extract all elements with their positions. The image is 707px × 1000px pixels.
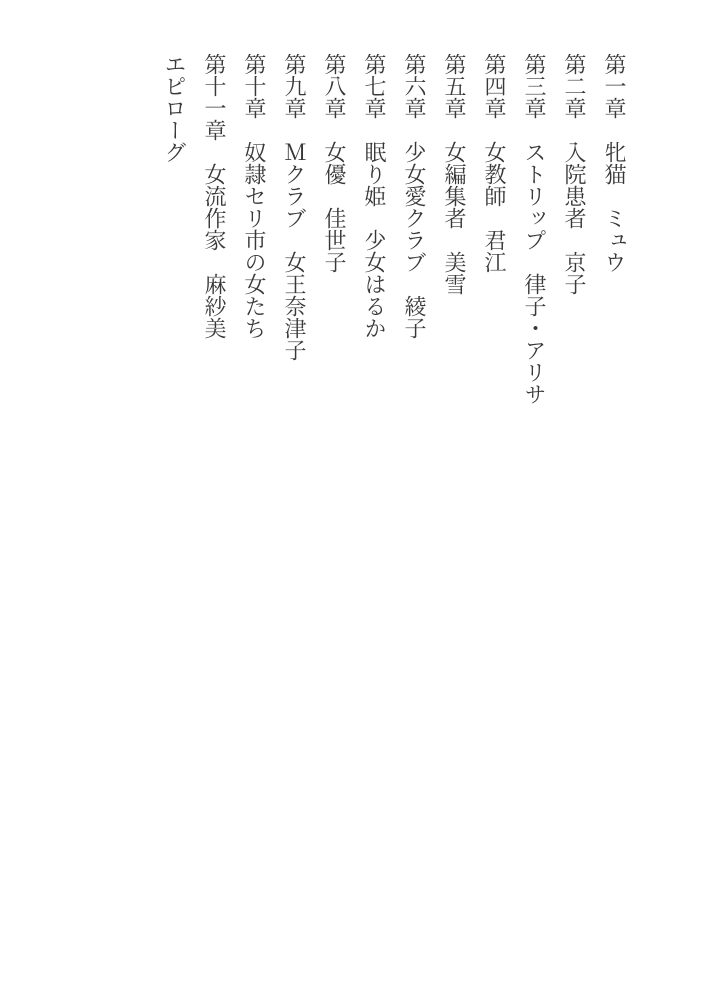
- toc-entry: 第六章 少女愛クラブ 綾子: [402, 53, 427, 339]
- toc-entry: 第九章 Ｍクラブ 女王奈津子: [282, 53, 307, 361]
- toc-entry: 第一章 牝猫 ミュウ: [602, 53, 627, 273]
- toc-entry: 第十一章 女流作家 麻紗美: [202, 53, 227, 339]
- toc-entry: 第五章 女編集者 美雪: [442, 53, 467, 295]
- toc-entry: 第十章 奴隷セリ市の女たち: [242, 53, 267, 339]
- toc-entry: 第八章 女優 佳世子: [322, 53, 347, 273]
- toc-entry: 第三章 ストリップ 律子・アリサ: [522, 53, 547, 405]
- toc-entry: エピローグ: [162, 53, 187, 163]
- toc-entry: 第七章 眠り姫 少女はるか: [362, 53, 387, 339]
- table-of-contents: [154, 53, 634, 409]
- toc-entry: 第四章 女教師 君江: [482, 53, 507, 273]
- toc-entry: 第二章 入院患者 京子: [562, 53, 587, 295]
